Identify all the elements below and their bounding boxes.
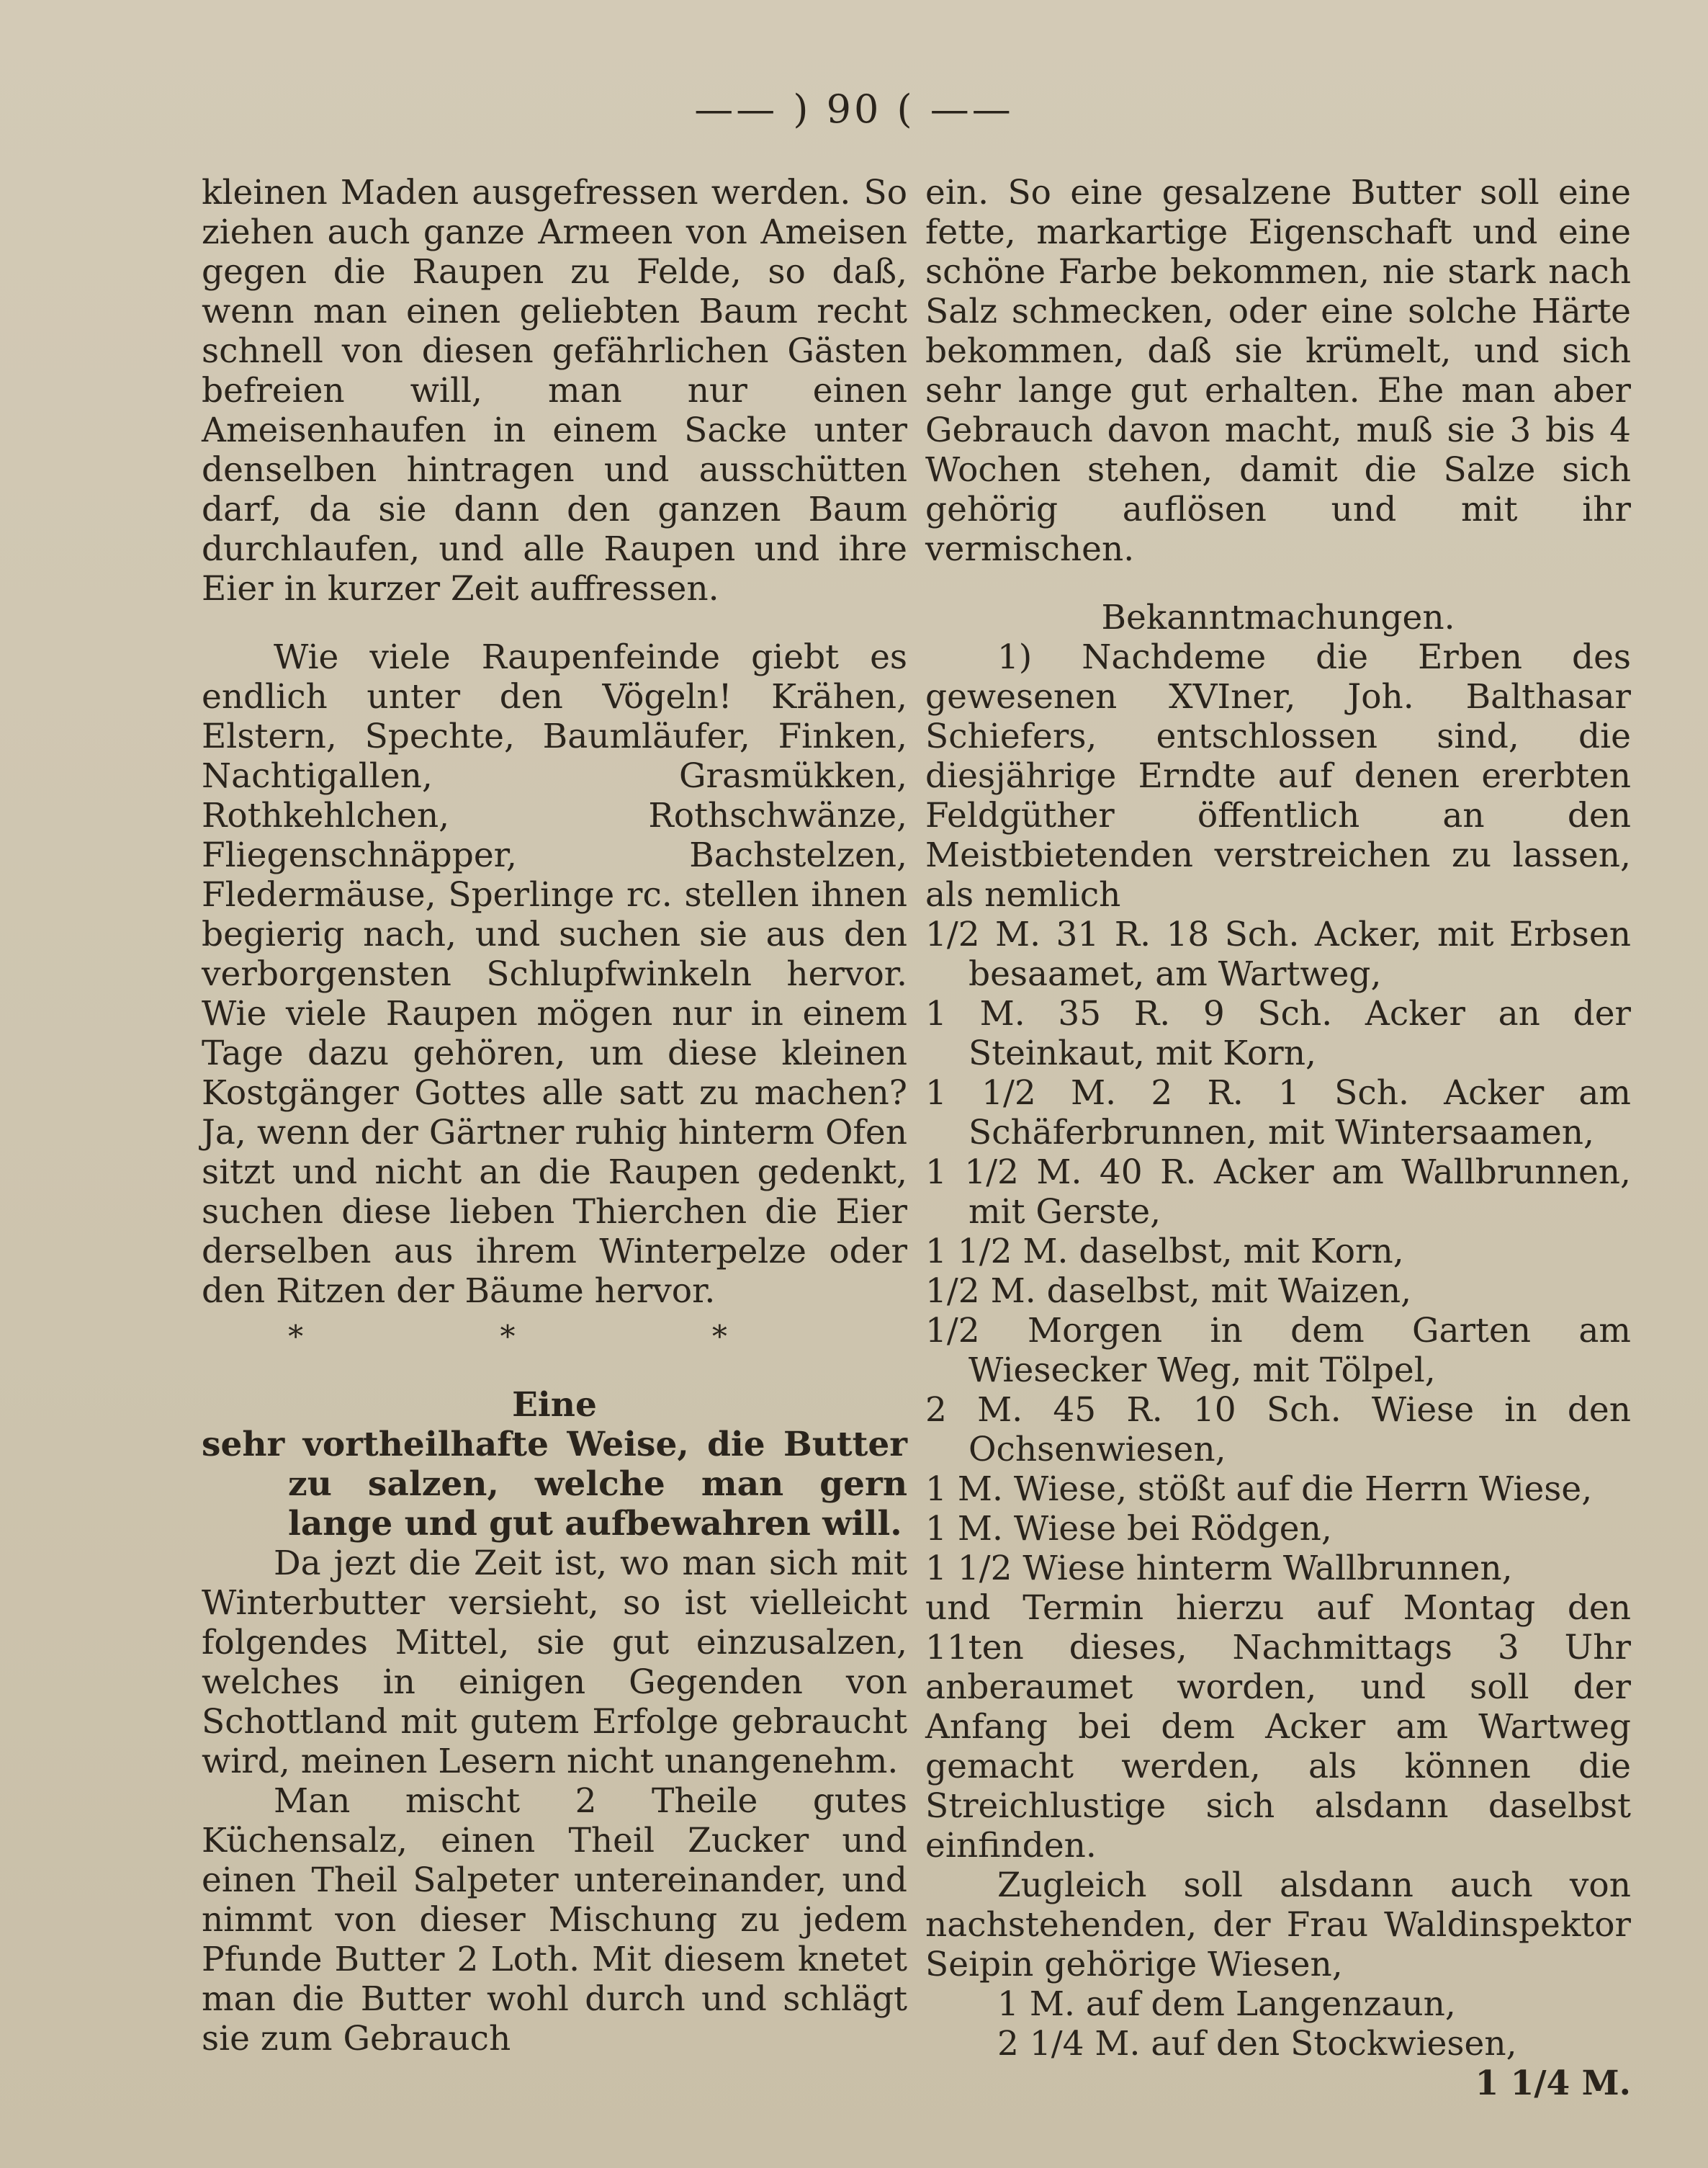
left-paragraph-4: Man mischt 2 Theile gutes Küchensalz, einen Theil Zucker und einen Theil Salpeter untereinander, und nimmt von dieser Mischung zu jedem Pfunde Butter 2 Loth. Mit diesem knetet man die Butter wohl durch und schlägt sie zum Gebrauch	[202, 1781, 907, 2059]
article-subtitle: sehr vortheilhafte Weise, die Butter zu salzen, welche man gern lange und gut aufbewahren will.	[202, 1425, 907, 1544]
list-item: 1/2 M. daselbst, mit Waizen,	[925, 1271, 1412, 1311]
list-item: 1/2 Morgen in dem Garten am Wiesecker Weg, mit Tölpel,	[925, 1311, 1631, 1390]
section-divider-stars: * * *	[288, 1319, 821, 1354]
list-item: 2 1/4 M. auf den Stockwiesen,	[997, 2024, 1517, 2064]
list-item: 1 M. Wiese bei Rödgen,	[925, 1509, 1332, 1549]
list-item: 1 M. auf dem Langenzaun,	[997, 1984, 1456, 2024]
right-paragraph-3: und Termin hierzu auf Montag den 11ten dieses, Nachmittags 3 Uhr anberaumet worden, und soll der Anfang bei dem Acker am Wartweg gemacht werden, als können die Streichlustige sich alsdann daselbst einfinden.	[925, 1588, 1631, 1865]
list-item: 1 M. 35 R. 9 Sch. Acker an der Steinkaut, mit Korn,	[925, 994, 1631, 1073]
left-paragraph-3: Da jezt die Zeit ist, wo man sich mit Winterbutter versieht, so ist vielleicht folgendes Mittel, sie gut einzusalzen, welches in einigen Gegenden von Schottland mit gutem Erfolge gebraucht wird, meinen Lesern nicht unangenehm.	[202, 1544, 907, 1781]
right-paragraph-4: Zugleich soll alsdann auch von nachstehenden, der Frau Waldinspektor Seipin gehörige Wiesen,	[925, 1865, 1631, 1984]
article-title: Eine	[512, 1385, 597, 1425]
parcel-list	[925, 915, 1631, 1588]
list-item: 2 M. 45 R. 10 Sch. Wiese in den Ochsenwiesen,	[925, 1390, 1631, 1469]
announcements-heading: Bekanntmachungen.	[1101, 598, 1455, 637]
right-paragraph-1: ein. So eine gesalzene Butter soll eine fette, markartige Eigenschaft und eine schöne Farbe bekommen, nie stark nach Salz schmecken, oder eine solche Härte bekommen, daß sie krümelt, und sich sehr lange gut erhalten. Ehe man aber Gebrauch davon macht, muß sie 3 bis 4 Wochen stehen, damit die Salze sich gehörig auflösen und mit ihr vermischen.	[925, 173, 1631, 569]
left-paragraph-2: Wie viele Raupenfeinde giebt es endlich unter den Vögeln! Krähen, Elstern, Spechte, Baumläufer, Finken, Nachtigallen, Grasmükken, Rothkehlchen, Rothschwänze, Fliegenschnäpper, Bachstelzen, Fledermäuse, Sperlinge rc. stellen ihnen begierig nach, und suchen sie aus den verborgensten Schlupfwinkeln hervor. Wie viele Raupen mögen nur in einem Tage dazu gehören, um diese kleinen Kostgänger Gottes alle satt zu machen? Ja, wenn der Gärtner ruhig hinterm Ofen sitzt und nicht an die Raupen gedenkt, suchen diese lieben Thierchen die Eier derselben aus ihrem Winterpelze oder den Ritzen der Bäume hervor.	[202, 637, 907, 1311]
left-column	[202, 173, 907, 2059]
catchword: 1 1/4 M.	[1475, 2064, 1631, 2103]
right-column	[925, 173, 1631, 2103]
page-header: —— ) 90 ( ——	[694, 86, 1014, 132]
meadow-list	[925, 1984, 1631, 2064]
list-item: 1 1/2 M. 2 R. 1 Sch. Acker am Schäferbrunnen, mit Wintersaamen,	[925, 1073, 1631, 1152]
list-item: 1 1/2 M. daselbst, mit Korn,	[925, 1232, 1404, 1271]
right-paragraph-2: 1) Nachdeme die Erben des gewesenen XVIner, Joh. Balthasar Schiefers, entschlossen sind, die diesjährige Erndte auf denen ererbten Feldgüther öffentlich an den Meistbietenden verstreichen zu lassen, als nemlich	[925, 637, 1631, 915]
list-item: 1 M. Wiese, stößt auf die Herrn Wiese,	[925, 1469, 1593, 1509]
list-item: 1/2 M. 31 R. 18 Sch. Acker, mit Erbsen besaamet, am Wartweg,	[925, 915, 1631, 994]
list-item: 1 1/2 M. 40 R. Acker am Wallbrunnen, mit Gerste,	[925, 1152, 1631, 1232]
left-paragraph-1: kleinen Maden ausgefressen werden. So ziehen auch ganze Armeen von Ameisen gegen die Raupen zu Felde, so daß, wenn man einen geliebten Baum recht schnell von diesen gefährlichen Gästen befreien will, man nur einen Ameisenhaufen in einem Sacke unter denselben hintragen und ausschütten darf, da sie dann den ganzen Baum durchlaufen, und alle Raupen und ihre Eier in kurzer Zeit auffressen.	[202, 173, 907, 609]
list-item: 1 1/2 Wiese hinterm Wallbrunnen,	[925, 1549, 1513, 1588]
